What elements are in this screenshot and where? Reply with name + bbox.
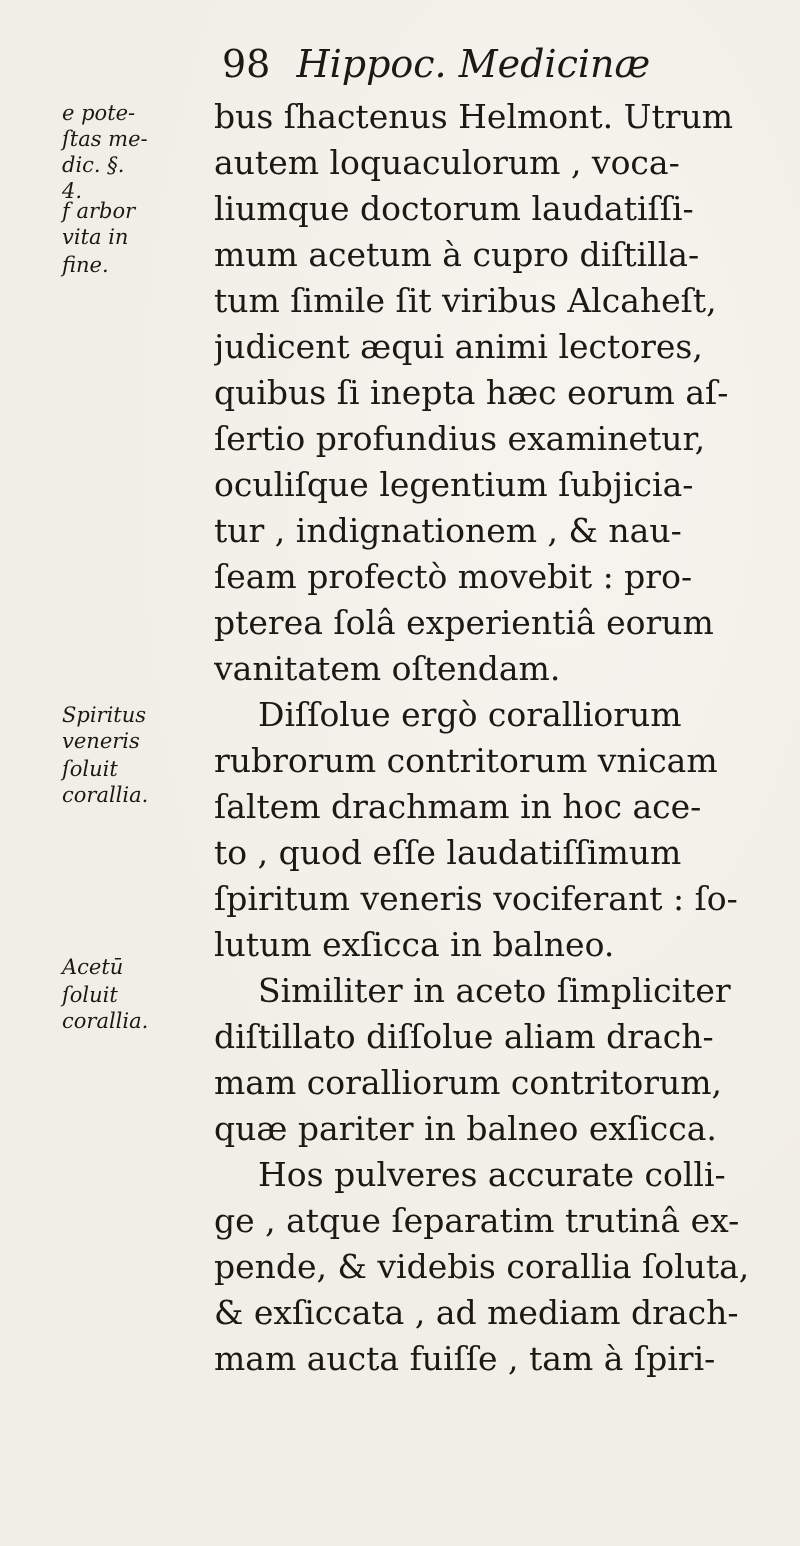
text-line: lutum exſicca in balneo.: [214, 925, 615, 964]
margin-note-line: dic. §.: [62, 153, 125, 177]
margin-note-line: ſoluit: [62, 983, 118, 1007]
text-line: Diſſolue ergò coralliorum: [258, 695, 682, 734]
text-line: pterea ſolâ experientiâ eorum: [214, 603, 714, 642]
text-line: tur , indignationem , & nau-: [214, 511, 682, 550]
text-line: to , quod eſſe laudatiſſimum: [214, 833, 682, 872]
body-text: [214, 94, 794, 1382]
text-line: diſtillato diſſolue aliam drach-: [214, 1017, 714, 1056]
margin-note-line: ſoluit: [62, 757, 118, 781]
running-header: [222, 40, 650, 88]
margin-note-line: 4.: [62, 179, 83, 203]
text-line: quæ pariter in balneo exſicca.: [214, 1109, 717, 1148]
margin-note-line: e pote-: [62, 101, 136, 125]
margin-note-line: Spiritus: [62, 703, 147, 727]
text-line: ſaltem drachmam in hoc ace-: [214, 787, 702, 826]
margin-note-line: ſtas me-: [62, 127, 148, 151]
text-line: bus ſhactenus Helmont. Utrum: [214, 97, 734, 136]
text-line: Similiter in aceto ſimpliciter: [258, 971, 731, 1010]
text-line: tum ſimile ſit viribus Alcaheſt,: [214, 281, 717, 320]
text-line: ge , atque ſeparatim trutinâ ex-: [214, 1201, 740, 1240]
text-line: mam coralliorum contritorum,: [214, 1063, 723, 1102]
text-line: & exſiccata , ad mediam drach-: [214, 1293, 739, 1332]
text-line: quibus ſi inepta hæc eorum aſ-: [214, 373, 729, 412]
text-line: ſertio profundius examinetur,: [214, 419, 706, 458]
text-line: judicent æqui animi lectores,: [214, 327, 703, 366]
margin-note-line: fine.: [62, 253, 109, 277]
text-line: rubrorum contritorum vnicam: [214, 741, 718, 780]
running-title: Hippoc. Medicinæ: [296, 42, 651, 86]
text-line: ſpiritum veneris vociferant : ſo-: [214, 879, 738, 918]
text-line: Hos pulveres accurate colli-: [258, 1155, 726, 1194]
margin-note-line: veneris: [62, 729, 140, 753]
margin-note-line: Acetū: [62, 955, 124, 979]
text-line: vanitatem oſtendam.: [214, 649, 561, 688]
margin-note-line: corallia.: [62, 1009, 149, 1033]
page-number: 98: [222, 42, 271, 86]
text-line: oculiſque legentium ſubjicia-: [214, 465, 694, 504]
text-line: pende, & videbis corallia ſoluta,: [214, 1247, 750, 1286]
text-line: autem loquaculorum , voca-: [214, 143, 680, 182]
text-line: mum acetum à cupro diſtilla-: [214, 235, 700, 274]
margin-note-line: vita in: [62, 225, 129, 249]
text-line: mam aucta fuiſſe , tam à ſpiri-: [214, 1339, 716, 1378]
text-line: ſeam profectò movebit : pro-: [214, 557, 693, 596]
text-line: liumque doctorum laudatiſſi-: [214, 189, 694, 228]
margin-note-line: corallia.: [62, 783, 149, 807]
margin-note-line: f arbor: [62, 199, 136, 223]
